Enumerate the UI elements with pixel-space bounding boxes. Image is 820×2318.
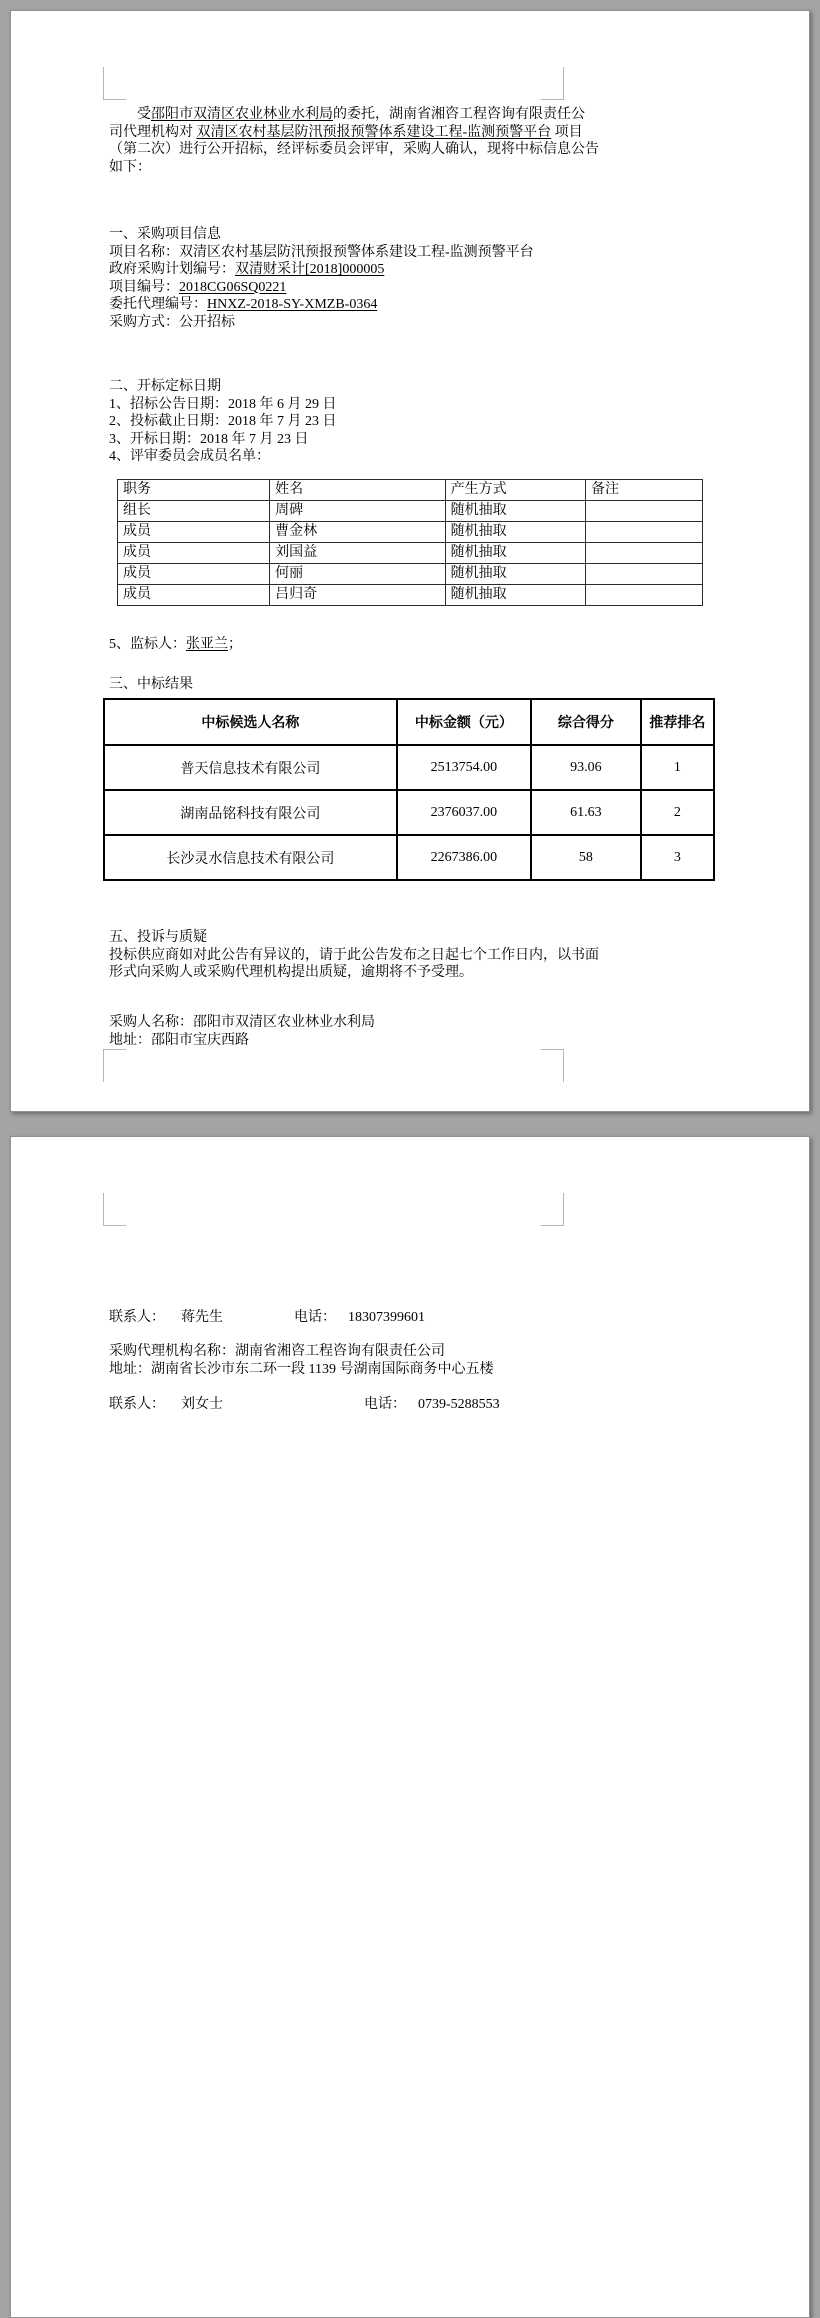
table-cell: 3 xyxy=(641,835,714,880)
column-header: 中标金额（元） xyxy=(397,699,531,745)
text-boundary-mark-top-right xyxy=(541,67,564,100)
table-cell: 2267386.00 xyxy=(397,835,531,880)
text-boundary-mark-top-left xyxy=(103,1193,126,1226)
table-header-row xyxy=(104,699,714,745)
column-header: 中标候选人名称 xyxy=(104,699,397,745)
column-header: 产生方式 xyxy=(445,480,585,501)
intro-paragraph xyxy=(109,106,749,176)
column-header: 姓名 xyxy=(270,480,446,501)
table-cell: 随机抽取 xyxy=(445,543,585,564)
table-cell xyxy=(585,501,702,522)
table-cell xyxy=(585,564,702,585)
underlined-text: 张亚兰 xyxy=(186,637,228,652)
text-run: 委托代理编号： xyxy=(109,297,207,312)
table-cell: 随机抽取 xyxy=(445,585,585,606)
column-header: 综合得分 xyxy=(531,699,641,745)
table-cell xyxy=(585,585,702,606)
text-line xyxy=(109,141,749,159)
purchaser-contact-row xyxy=(109,1309,749,1327)
purchaser-info xyxy=(109,1014,749,1049)
phone-label: 电话： xyxy=(294,1310,336,1325)
phone-number: 18307399601 xyxy=(348,1310,425,1325)
section-lines xyxy=(109,396,749,466)
text-run: 的委托，湖南省湘咨工程咨询有限责任公 xyxy=(333,107,585,122)
section-body xyxy=(109,947,749,982)
contact-name: 蒋先生 xyxy=(181,1310,223,1325)
agency-contact-row xyxy=(109,1396,749,1414)
text-run: 4、评审委员会成员名单： xyxy=(109,449,270,464)
section-procurement-info xyxy=(109,226,749,331)
text-line xyxy=(109,124,749,142)
text-line xyxy=(109,431,749,449)
section-title: 二、开标定标日期 xyxy=(109,379,221,394)
text-line xyxy=(109,947,749,965)
text-run: 形式向采购人或采购代理机构提出质疑，逾期将不予受理。 xyxy=(109,965,473,980)
table-row xyxy=(118,501,703,522)
table-cell: 成员 xyxy=(118,522,270,543)
underlined-text: HNXZ-2018-SY-XMZB-0364 xyxy=(207,297,378,312)
text-boundary-mark-top-left xyxy=(103,67,126,100)
text-run: 项目 xyxy=(551,124,583,140)
column-header: 职务 xyxy=(118,480,270,501)
text-run: 采购代理机构名称：湖南省湘咨工程咨询有限责任公司 xyxy=(109,1344,445,1359)
text-run: 2、投标截止日期：2018 年 7 月 23 日 xyxy=(109,414,337,429)
text-boundary-mark-top-right xyxy=(541,1193,564,1226)
phone-label: 电话： xyxy=(364,1396,406,1412)
table-cell: 随机抽取 xyxy=(445,501,585,522)
table-cell: 1 xyxy=(641,745,714,790)
section-title: 五、投诉与质疑 xyxy=(109,930,207,945)
text-run: 地址：邵阳市宝庆西路 xyxy=(109,1032,249,1048)
text-line xyxy=(109,1343,749,1361)
section-title: 三、中标结果 xyxy=(109,677,193,692)
table-cell: 随机抽取 xyxy=(445,522,585,543)
text-line xyxy=(109,448,749,466)
text-line xyxy=(109,413,749,431)
contact-label: 联系人： xyxy=(109,1310,165,1325)
text-run: 3、开标日期：2018 年 7 月 23 日 xyxy=(109,431,309,447)
underlined-text: 双清区农村基层防汛预报预警体系建设工程-监测预警平台 xyxy=(196,124,552,140)
text-line xyxy=(109,244,749,262)
table-cell: 吕归奇 xyxy=(270,585,446,606)
table-row xyxy=(118,564,703,585)
table-row xyxy=(118,543,703,564)
table-cell: 93.06 xyxy=(531,745,641,790)
text-run: ； xyxy=(228,637,242,652)
text-run: 受 xyxy=(137,107,151,122)
underlined-text: 双清财采计[2018]000005 xyxy=(235,262,385,277)
table-cell: 湖南品铭科技有限公司 xyxy=(104,790,397,835)
text-line xyxy=(109,1361,749,1379)
underlined-text: 邵阳市双清区农业林业水利局 xyxy=(151,107,333,122)
text-line xyxy=(109,279,749,297)
table-row xyxy=(104,790,714,835)
section-award-result xyxy=(109,676,749,694)
table-cell: 周碑 xyxy=(270,501,446,522)
table-row xyxy=(104,745,714,790)
phone-number: 0739-5288553 xyxy=(418,1396,500,1412)
text-run: 项目编号： xyxy=(109,279,179,295)
section-complaints xyxy=(109,929,749,982)
table-cell: 曹金林 xyxy=(270,522,446,543)
text-run: 政府采购计划编号： xyxy=(109,262,235,277)
text-line xyxy=(109,159,749,177)
text-run: 项目名称：双清区农村基层防汛预报预警体系建设工程-监测预警平台 xyxy=(109,244,534,260)
table-cell xyxy=(585,543,702,564)
table-cell: 长沙灵水信息技术有限公司 xyxy=(104,835,397,880)
table-row xyxy=(104,835,714,880)
table-cell: 普天信息技术有限公司 xyxy=(104,745,397,790)
contact-name: 刘女士 xyxy=(181,1396,223,1412)
agency-info xyxy=(109,1343,749,1378)
document-page-1 xyxy=(10,10,810,1112)
text-run: 5、监标人： xyxy=(109,637,186,652)
text-run: （第二次）进行公开招标，经评标委员会评审，采购人确认，现将中标信息公告 xyxy=(109,142,599,157)
table-cell: 成员 xyxy=(118,585,270,606)
text-run: 采购方式：公开招标 xyxy=(109,314,235,330)
text-line xyxy=(109,396,749,414)
supervisor-line xyxy=(109,636,749,654)
text-run: 地址：湖南省长沙市东二环一段 1139 号湖南国际商务中心五楼 xyxy=(109,1361,494,1377)
table-cell: 2513754.00 xyxy=(397,745,531,790)
table-cell: 何丽 xyxy=(270,564,446,585)
text-line xyxy=(109,106,749,124)
text-line xyxy=(109,1032,749,1050)
column-header: 推荐排名 xyxy=(641,699,714,745)
document-page-2 xyxy=(10,1136,810,2318)
column-header: 备注 xyxy=(585,480,702,501)
text-boundary-mark-bottom-left xyxy=(103,1049,126,1082)
table-cell xyxy=(585,522,702,543)
text-line xyxy=(109,964,749,982)
text-run: 采购人名称：邵阳市双清区农业林业水利局 xyxy=(109,1015,375,1030)
table-cell: 2376037.00 xyxy=(397,790,531,835)
table-cell: 随机抽取 xyxy=(445,564,585,585)
table-row xyxy=(118,522,703,543)
text-line xyxy=(109,261,749,279)
text-run: 如下： xyxy=(109,159,151,175)
contact-label: 联系人： xyxy=(109,1396,165,1412)
section-lines xyxy=(109,244,749,332)
table-cell: 成员 xyxy=(118,543,270,564)
table-row xyxy=(118,585,703,606)
evaluation-committee-table xyxy=(117,479,703,606)
table-cell: 58 xyxy=(531,835,641,880)
table-cell: 成员 xyxy=(118,564,270,585)
text-run: 1、招标公告日期：2018 年 6 月 29 日 xyxy=(109,396,337,412)
text-run: 司代理机构对 xyxy=(109,124,197,140)
table-cell: 组长 xyxy=(118,501,270,522)
underlined-text: 2018CG06SQ0221 xyxy=(179,279,287,295)
section-bid-dates xyxy=(109,378,749,466)
table-header-row xyxy=(118,480,703,501)
section-title: 一、采购项目信息 xyxy=(109,227,221,242)
table-cell: 61.63 xyxy=(531,790,641,835)
text-boundary-mark-bottom-right xyxy=(541,1049,564,1082)
text-run: 投标供应商如对此公告有异议的，请于此公告发布之日起七个工作日内，以书面 xyxy=(109,947,599,963)
text-line xyxy=(109,314,749,332)
table-cell: 2 xyxy=(641,790,714,835)
award-results-table xyxy=(103,698,715,881)
text-line xyxy=(109,296,749,314)
table-cell: 刘国益 xyxy=(270,543,446,564)
text-line xyxy=(109,1014,749,1032)
